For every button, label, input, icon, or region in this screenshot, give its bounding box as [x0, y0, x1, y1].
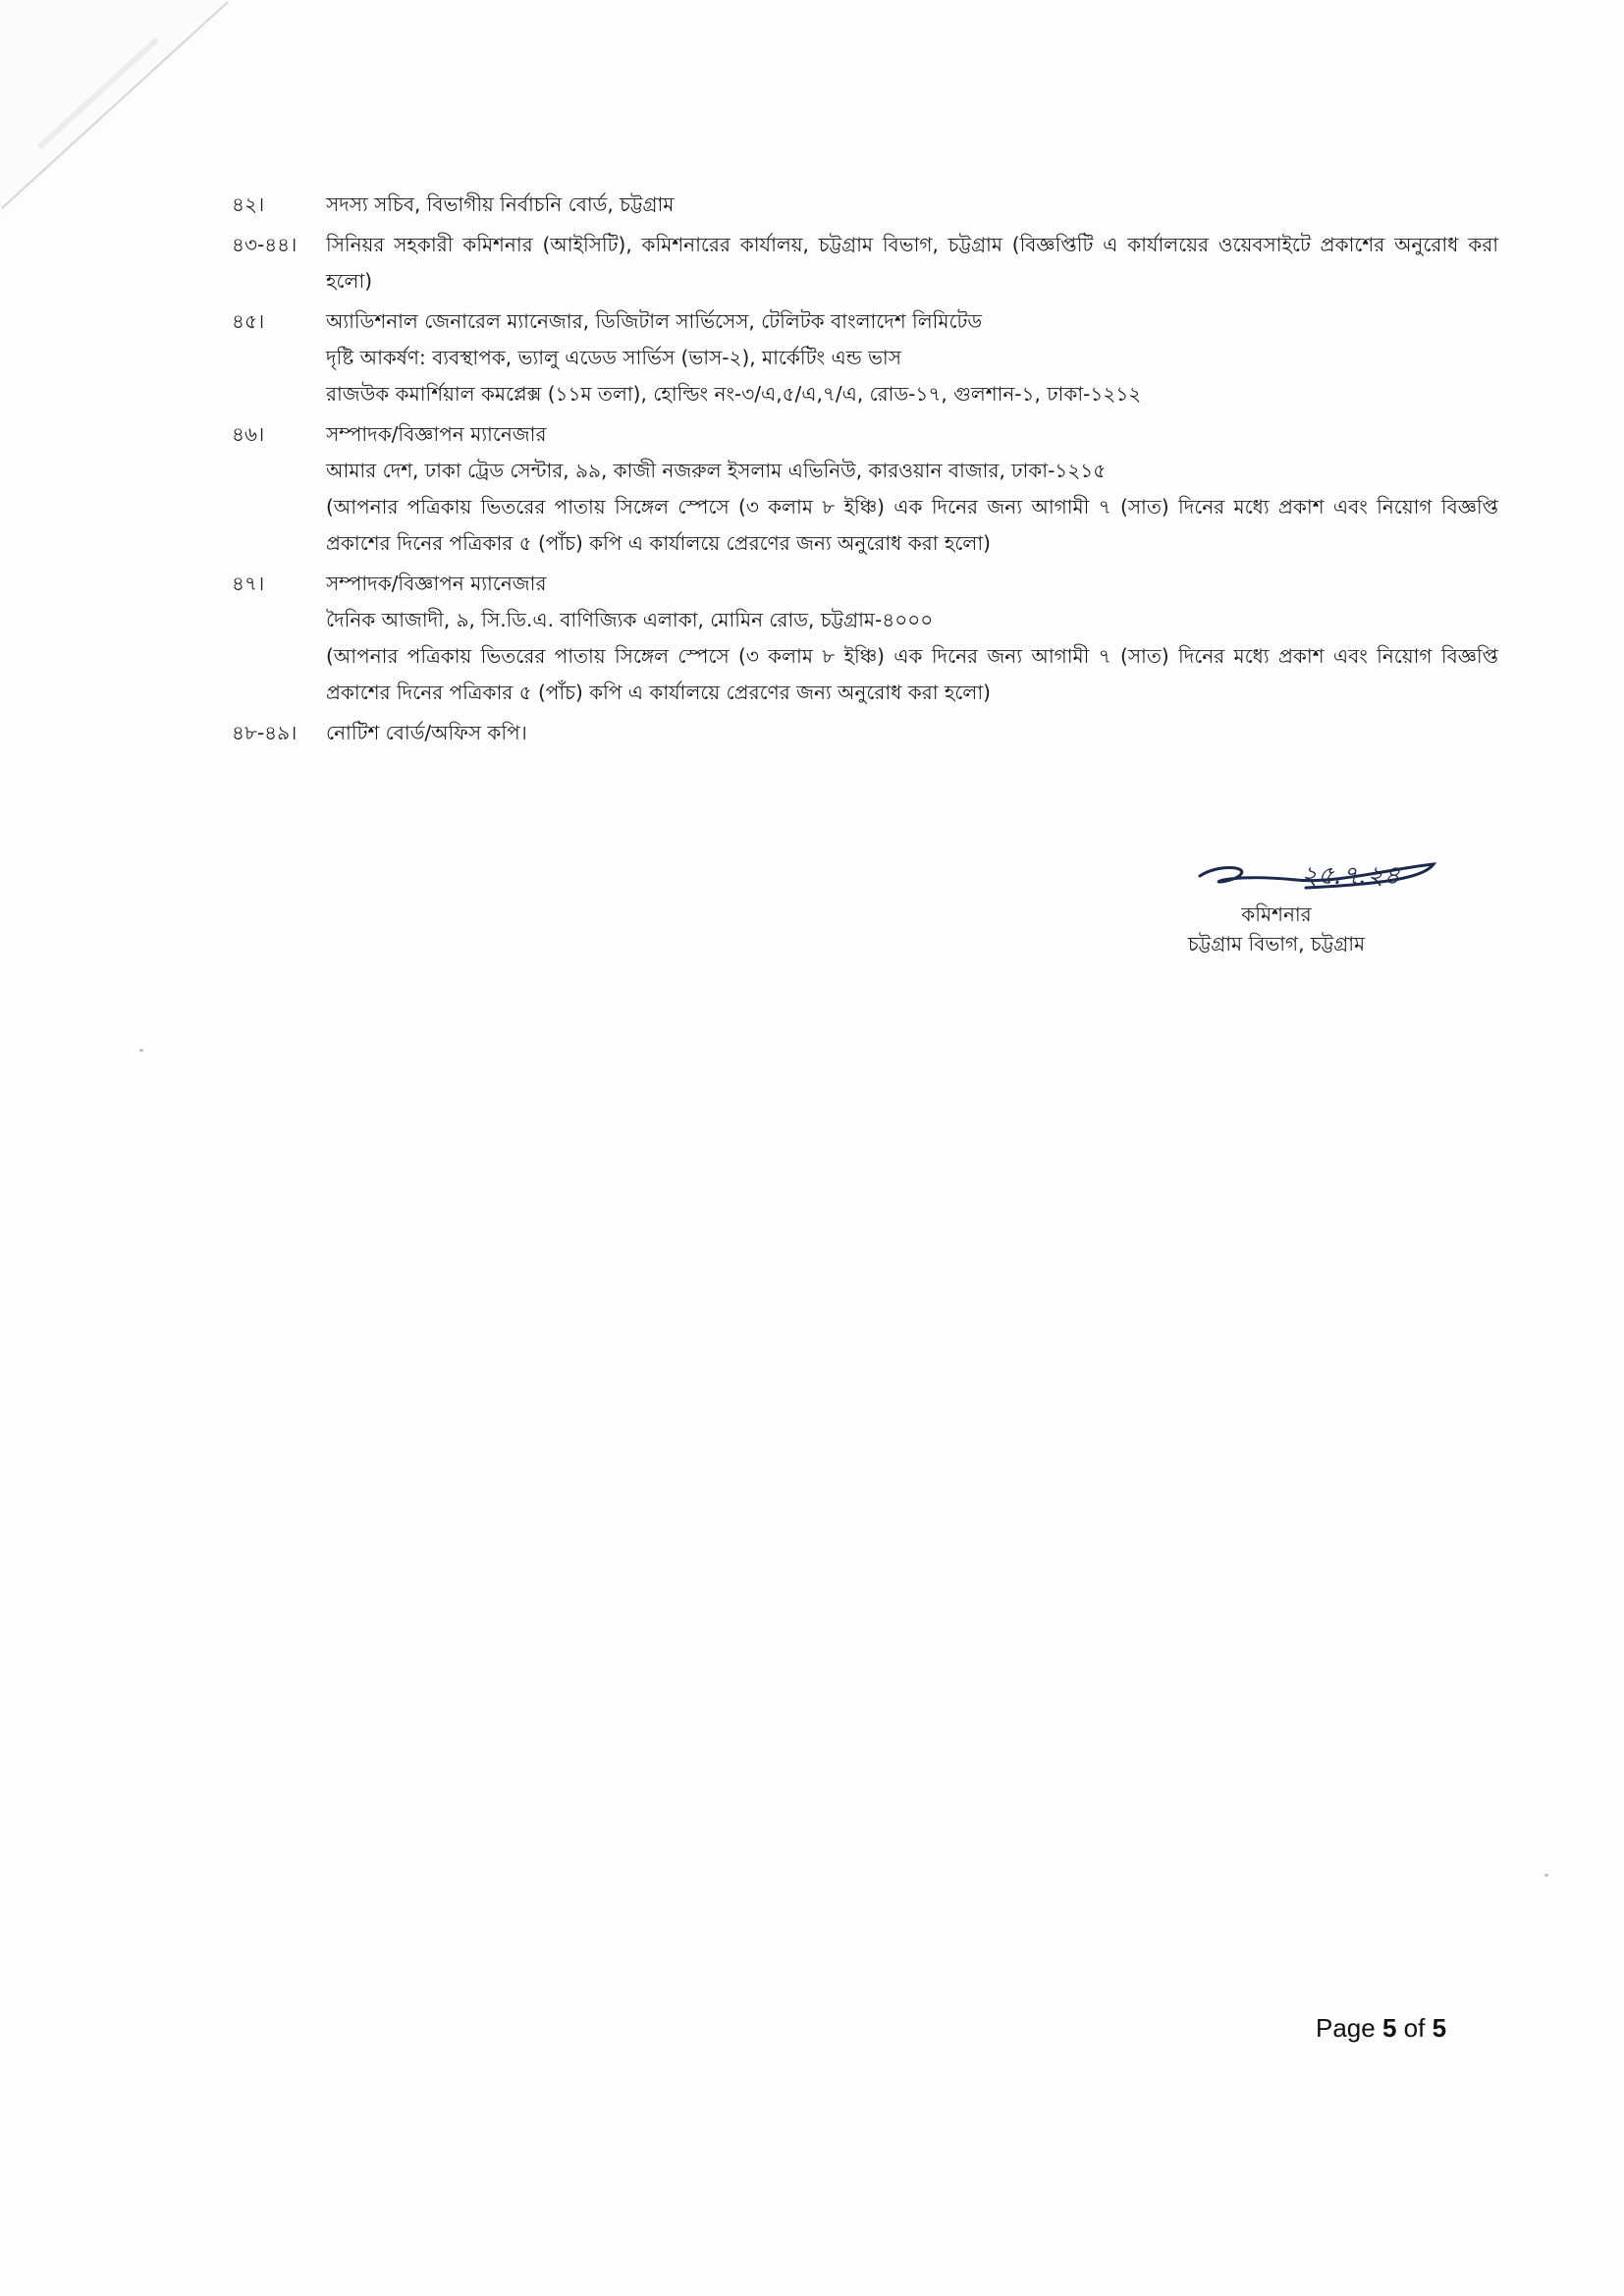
signatory-title: কমিশনার — [1241, 902, 1312, 926]
list-item-line: সম্পাদক/বিজ্ঞাপন ম্যানেজার — [326, 422, 547, 446]
list-item-line: দৃষ্টি আকর্ষণ: ব্যবস্থাপক, ভ্যালু এডেড সার্ভিস (ভাস-২), মার্কেটিং এন্ড ভাস — [326, 346, 901, 369]
signatory-office: চট্টগ্রাম বিভাগ, চট্টগ্রাম — [1187, 932, 1366, 956]
list-item-line: আমার দেশ, ঢাকা ট্রেড সেন্টার, ৯৯, কাজী নজরুল ইসলাম এভিনিউ, কারওয়ান বাজার, ঢাকা-১২১৫ — [326, 459, 1107, 482]
list-item-line: সদস্য সচিব, বিভাগীয় নির্বাচনি বোর্ড, চট্টগ্রাম — [326, 192, 675, 216]
list-item-number: ৪৭। — [232, 572, 265, 595]
list-item-body — [326, 566, 1498, 711]
list-item-line: নোটিশ বোর্ড/অফিস কপি। — [326, 721, 527, 744]
list-item-body — [326, 187, 1498, 223]
page-number — [1316, 2013, 1446, 2044]
svg-text:২৫.৭.২৪: ২৫.৭.২৪ — [1301, 861, 1400, 891]
list-item — [232, 227, 1498, 300]
of-word: of — [1403, 2013, 1426, 2043]
list-item-line: রাজউক কমার্শিয়াল কমপ্লেক্স (১১ম তলা), হোল্ডিং নং-৩/এ,৫/এ,৭/এ, রোড-১৭, গুলশান-১, ঢাকা-১২১২ — [326, 382, 1142, 406]
list-item-number: ৪৫। — [232, 309, 265, 333]
list-item — [232, 566, 1498, 711]
handwritten-signature — [1188, 854, 1443, 913]
list-item — [232, 715, 1498, 751]
list-item-line: সিনিয়র সহকারী কমিশনার (আইসিটি), কমিশনারের কার্যালয়, চট্টগ্রাম বিভাগ, চট্টগ্রাম (বিজ্ঞপ্তিটি এ কার্যালয়ের ওয়েবসাইটে প্রকাশের অনুরোধ করা হলো) — [326, 233, 1498, 293]
scan-speck — [1544, 1874, 1548, 1877]
list-item — [232, 416, 1498, 562]
list-item-body — [326, 303, 1498, 412]
page-word: Page — [1316, 2013, 1376, 2043]
list-item-line: দৈনিক আজাদী, ৯, সি.ডি.এ. বাণিজ্যিক এলাকা, মোমিন রোড, চট্টগ্রাম-৪০০০ — [326, 608, 934, 631]
list-item-body — [326, 227, 1498, 300]
distribution-list — [232, 187, 1498, 755]
current-page: 5 — [1381, 2013, 1397, 2043]
list-item-line: অ্যাডিশনাল জেনারেল ম্যানেজার, ডিজিটাল সার্ভিসেস, টেলিটক বাংলাদেশ লিমিটেড — [326, 309, 983, 333]
list-item-body — [326, 715, 1498, 751]
list-item-number: ৪৬। — [232, 422, 265, 446]
list-item-number: ৪৩-৪৪। — [232, 233, 298, 256]
list-item — [232, 187, 1498, 223]
list-item-line: সম্পাদক/বিজ্ঞাপন ম্যানেজার — [326, 572, 547, 595]
list-item-number: ৪৮-৪৯। — [232, 721, 298, 744]
total-pages: 5 — [1432, 2013, 1447, 2043]
list-item-line: (আপনার পত্রিকায় ভিতরের পাতায় সিঙ্গেল স্পেসে (৩ কলাম ৮ ইঞ্চি) এক দিনের জন্য আগামী ৭ (সাত) দিনের মধ্যে প্রকাশ এবং নিয়োগ বিজ্ঞপ্তি প্রকাশের দিনের পত্রিকার ৫ (পাঁচ) কপি এ কার্যালয়ে প্রেরণের জন্য অনুরোধ করা হলো) — [326, 495, 1498, 555]
scan-speck — [139, 1049, 143, 1052]
folded-corner-mark — [0, 0, 236, 216]
list-item — [232, 303, 1498, 412]
list-item-line: (আপনার পত্রিকায় ভিতরের পাতায় সিঙ্গেল স্পেসে (৩ কলাম ৮ ইঞ্চি) এক দিনের জন্য আগামী ৭ (সাত) দিনের মধ্যে প্রকাশ এবং নিয়োগ বিজ্ঞপ্তি প্রকাশের দিনের পত্রিকার ৫ (পাঁচ) কপি এ কার্যালয়ে প্রেরণের জন্য অনুরোধ করা হলো) — [326, 644, 1498, 704]
signature-block — [1129, 854, 1424, 958]
list-item-number: ৪২। — [232, 192, 265, 216]
list-item-body — [326, 416, 1498, 562]
